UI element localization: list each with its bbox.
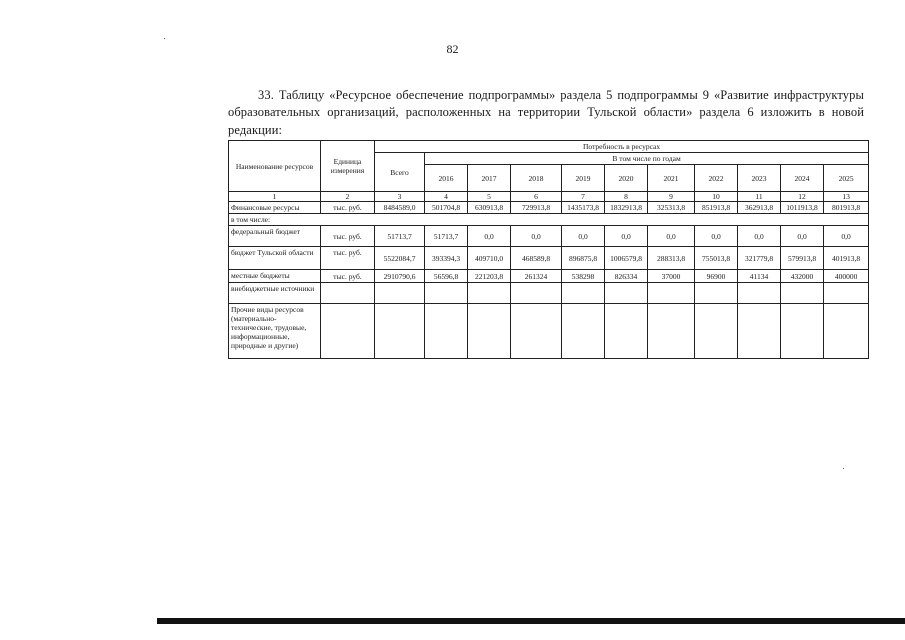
value-cell: 400000 bbox=[824, 270, 869, 283]
year-header: 2024 bbox=[781, 165, 824, 192]
year-header: 2017 bbox=[468, 165, 511, 192]
column-number: 1 bbox=[229, 192, 321, 202]
value-cell: 51713,7 bbox=[425, 226, 468, 247]
value-cell: 1832913,8 bbox=[605, 202, 648, 214]
table-row-including bbox=[229, 214, 869, 226]
value-cell: 538298 bbox=[562, 270, 605, 283]
value-cell: 325313,8 bbox=[648, 202, 695, 214]
value-cell: 56596,8 bbox=[425, 270, 468, 283]
value-cell: 221203,8 bbox=[468, 270, 511, 283]
column-number: 3 bbox=[375, 192, 425, 202]
scan-edge-bar bbox=[157, 618, 905, 624]
value-cell: 288313,8 bbox=[648, 247, 695, 270]
value-cell: 1006579,8 bbox=[605, 247, 648, 270]
value-cell: 41134 bbox=[738, 270, 781, 283]
value-cell: 826334 bbox=[605, 270, 648, 283]
year-header: 2022 bbox=[695, 165, 738, 192]
value-cell: 0,0 bbox=[695, 226, 738, 247]
value-cell: 321779,8 bbox=[738, 247, 781, 270]
value-cell: 896875,8 bbox=[562, 247, 605, 270]
header-need: Потребность в ресурсах bbox=[375, 141, 869, 153]
row-unit: тыс. руб. bbox=[321, 202, 375, 214]
value-cell: 5522084,7 bbox=[375, 247, 425, 270]
column-number: 6 bbox=[511, 192, 562, 202]
value-cell: 2910790,6 bbox=[375, 270, 425, 283]
column-number: 11 bbox=[738, 192, 781, 202]
header-unit: Единица измерения bbox=[321, 141, 375, 192]
table-row-local bbox=[229, 270, 869, 283]
value-cell: 579913,8 bbox=[781, 247, 824, 270]
row-name: внебюджетные источники bbox=[229, 283, 321, 304]
year-header: 2025 bbox=[824, 165, 869, 192]
row-name: местные бюджеты bbox=[229, 270, 321, 283]
value-cell: 96900 bbox=[695, 270, 738, 283]
column-number: 9 bbox=[648, 192, 695, 202]
table-row-other bbox=[229, 304, 869, 359]
value-cell: 1011913,8 bbox=[781, 202, 824, 214]
value-cell: 729913,8 bbox=[511, 202, 562, 214]
value-cell: 261324 bbox=[511, 270, 562, 283]
value-cell: 755013,8 bbox=[695, 247, 738, 270]
column-number: 10 bbox=[695, 192, 738, 202]
value-cell: 468589,8 bbox=[511, 247, 562, 270]
year-header: 2021 bbox=[648, 165, 695, 192]
year-header: 2018 bbox=[511, 165, 562, 192]
column-number: 4 bbox=[425, 192, 468, 202]
value-cell: 0,0 bbox=[648, 226, 695, 247]
table-row-regional bbox=[229, 247, 869, 270]
row-name: Прочие виды ресурсов (материально-технические, трудовые, информационные, природные и другие) bbox=[229, 304, 321, 359]
year-header: 2019 bbox=[562, 165, 605, 192]
header-total: Всего bbox=[375, 153, 425, 192]
amendment-paragraph: 33. Таблицу «Ресурсное обеспечение подпрограммы» раздела 5 подпрограммы 9 «Развитие инфраструктуры образовательных организаций, расположенных на территории Тульской области» раздела 6 изложить в новой редакции: bbox=[228, 87, 864, 137]
column-number: 12 bbox=[781, 192, 824, 202]
value-cell: 0,0 bbox=[511, 226, 562, 247]
scan-speck bbox=[843, 468, 844, 469]
including-label: в том числе: bbox=[229, 214, 869, 226]
value-cell: 0,0 bbox=[824, 226, 869, 247]
value-cell: 0,0 bbox=[781, 226, 824, 247]
value-cell: 851913,8 bbox=[695, 202, 738, 214]
year-header: 2023 bbox=[738, 165, 781, 192]
table-row-financial bbox=[229, 202, 869, 214]
table-row-extrabudget bbox=[229, 283, 869, 304]
value-cell: 0,0 bbox=[605, 226, 648, 247]
column-number: 2 bbox=[321, 192, 375, 202]
header-by-years: В том числе по годам bbox=[425, 153, 869, 165]
resource-provision-table bbox=[228, 140, 869, 359]
row-name: федеральный бюджет bbox=[229, 226, 321, 247]
column-number: 5 bbox=[468, 192, 511, 202]
column-number: 8 bbox=[605, 192, 648, 202]
value-cell: 37000 bbox=[648, 270, 695, 283]
row-unit: тыс. руб. bbox=[321, 270, 375, 283]
year-header: 2016 bbox=[425, 165, 468, 192]
value-cell: 630913,8 bbox=[468, 202, 511, 214]
value-cell: 801913,8 bbox=[824, 202, 869, 214]
value-cell: 8484589,0 bbox=[375, 202, 425, 214]
column-number: 13 bbox=[824, 192, 869, 202]
value-cell: 1435173,8 bbox=[562, 202, 605, 214]
column-number-row bbox=[229, 192, 869, 202]
value-cell: 409710,0 bbox=[468, 247, 511, 270]
row-unit: тыс. руб. bbox=[321, 226, 375, 247]
value-cell: 51713,7 bbox=[375, 226, 425, 247]
table-row-federal bbox=[229, 226, 869, 247]
value-cell: 401913,8 bbox=[824, 247, 869, 270]
page-number: 82 bbox=[446, 42, 459, 56]
value-cell: 362913,8 bbox=[738, 202, 781, 214]
row-name: Финансовые ресурсы bbox=[229, 202, 321, 214]
row-name: бюджет Тульской области bbox=[229, 247, 321, 270]
year-header: 2020 bbox=[605, 165, 648, 192]
value-cell: 0,0 bbox=[562, 226, 605, 247]
value-cell: 432000 bbox=[781, 270, 824, 283]
row-unit: тыс. руб. bbox=[321, 247, 375, 270]
header-resource-name: Наименование ресурсов bbox=[229, 141, 321, 192]
value-cell: 501704,8 bbox=[425, 202, 468, 214]
scan-speck bbox=[164, 38, 165, 39]
value-cell: 0,0 bbox=[738, 226, 781, 247]
column-number: 7 bbox=[562, 192, 605, 202]
value-cell: 393394,3 bbox=[425, 247, 468, 270]
value-cell: 0,0 bbox=[468, 226, 511, 247]
